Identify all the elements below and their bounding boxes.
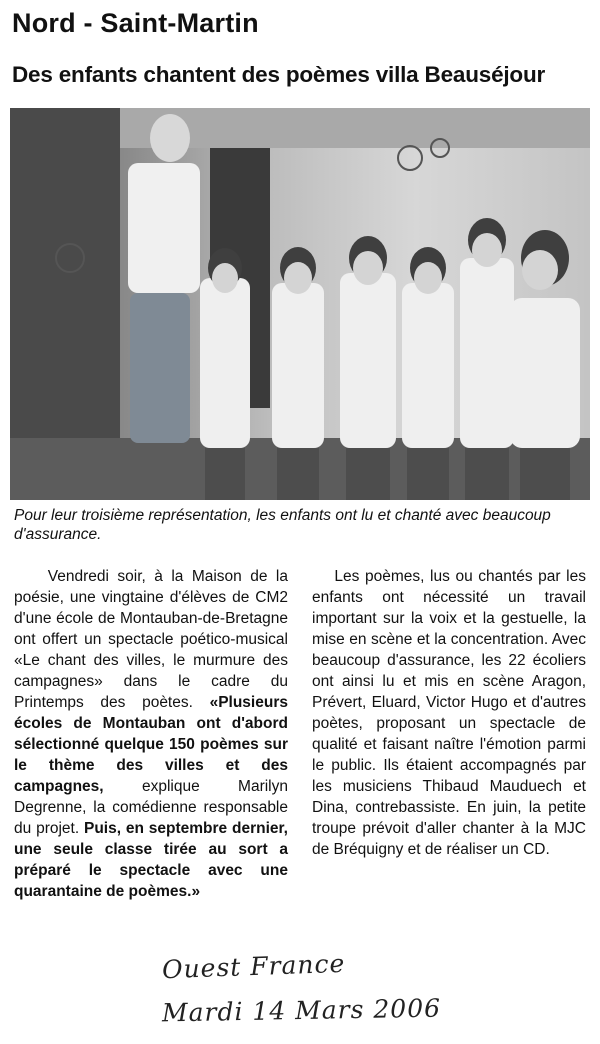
handwritten-date: Mardi 14 Mars 2006 [161,993,442,1028]
article-photo [10,108,590,500]
photo-caption: Pour leur troisième représentation, les enfants ont lu et chanté avec beaucoup d'assurance. [14,507,551,543]
article-headline: Des enfants chantent des poèmes villa Beauséjour [12,62,546,87]
column-1-quote-2: Puis, en septembre dernier, une seule classe tirée au sort a préparé le spectacle avec une quarantaine de poèmes.» [14,820,288,900]
section-title: Nord - Saint-Martin [12,8,259,38]
handwritten-source: Ouest France [161,948,346,985]
article-column-1 [14,566,288,902]
photo-children-singing-icon [10,108,590,500]
column-1-quote-1: «Plusieurs écoles de Montauban ont d'abord sélectionné quelque 150 poèmes sur le thème des villes et des campagnes, [14,694,288,795]
column-2-text: Les poèmes, lus ou chantés par les enfants ont nécessité un travail important sur la voix et la gestuelle, la mise en scène et la concentration. Avec beaucoup d'assurance, les 22 écoliers ont ainsi lu et mis en scène Aragon, Prévert, Eluard, Victor Hugo et d'autres poètes, proposant un spectacle de qualité et faisant naître l'émotion parmi le public. Ils étaient accompagnés par les musiciens Thibaud Mauduech et Dina, contrebassiste. En juin, la petite troupe prévoit d'aller chanter à la MJC de Bréquigny et de réaliser un CD. [312,568,586,858]
column-1-intro: Vendredi soir, à la Maison de la poésie, une vingtaine d'élèves de CM2 d'une école de Montauban-de-Bretagne ont offert un spectacle poético-musical «Le chant des villes, le murmure des campagnes» dans le cadre du Printemps des poètes. [14,568,288,711]
article-column-2 [312,566,586,860]
column-1-attribution: explique Marilyn Degrenne, la comédienne responsable du projet. [14,778,288,837]
